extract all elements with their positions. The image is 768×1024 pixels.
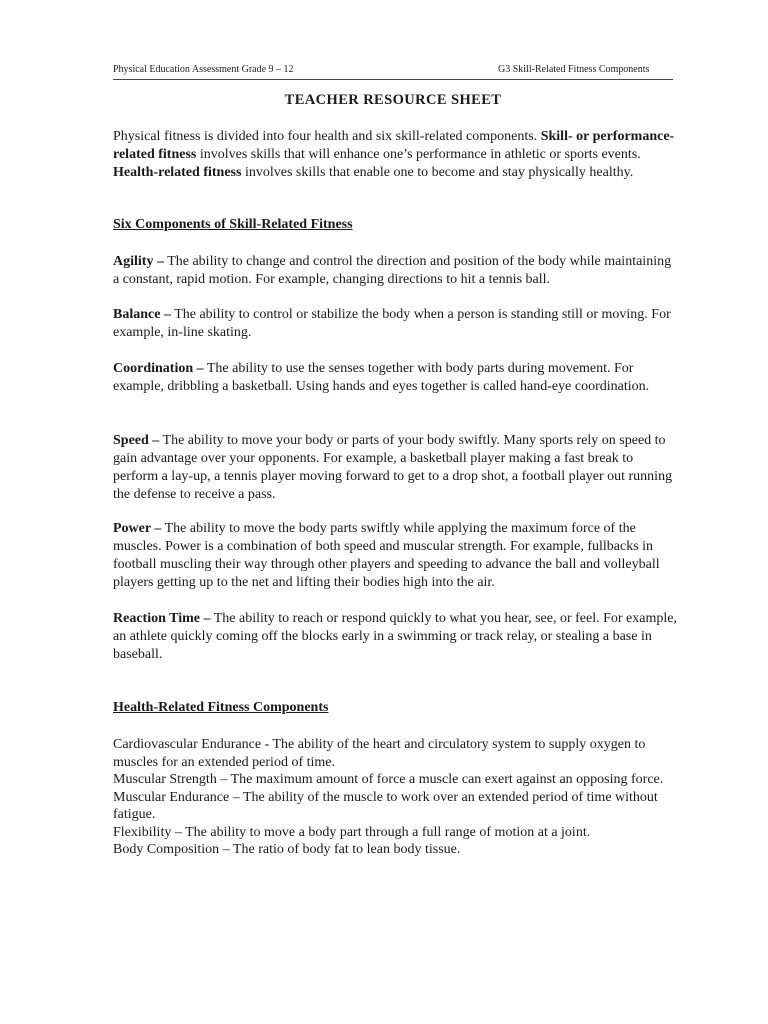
intro-text-2: involves skills that will enhance one’s performance in athletic or sports events. — [196, 147, 641, 162]
health-item-muscular-endurance: Muscular Endurance – The ability of the muscle to work over an extended period of time without fatigue. — [113, 789, 658, 822]
health-components-list — [113, 736, 683, 859]
skill-section-heading: Six Components of Skill-Related Fitness — [113, 217, 353, 232]
page-title: TEACHER RESOURCE SHEET — [284, 92, 502, 108]
skill-item-agility — [113, 253, 678, 289]
header-right-text: G3 Skill-Related Fitness Components — [498, 64, 650, 75]
skill-term: Agility – — [113, 254, 164, 269]
skill-definition: The ability to move your body or parts of your body swiftly. Many sports rely on speed to gain advantage over your opponents. For example, a basketball player making a fast break to perform a lay-up, a tennis player moving forward to get to a drop shot, a football player out running the defense to receive a pass. — [113, 433, 673, 502]
intro-text-1: Physical fitness is divided into four health and six skill-related components. — [113, 129, 541, 144]
skill-term: Coordination – — [113, 361, 204, 376]
health-item-body-composition: Body Composition – The ratio of body fat to lean body tissue. — [113, 842, 461, 857]
skill-term: Speed – — [113, 433, 160, 448]
header-left-text: Physical Education Assessment Grade 9 – 12 — [113, 64, 294, 75]
skill-definition: The ability to use the senses together with body parts during movement. For example, dribbling a basketball. Using hands and eyes together is called hand-eye coordination. — [113, 361, 650, 394]
intro-bold-health: Health-related fitness — [113, 165, 242, 180]
health-item-flexibility: Flexibility – The ability to move a body part through a full range of motion at a joint. — [113, 824, 591, 840]
intro-paragraph — [113, 128, 678, 182]
skill-item-coordination — [113, 360, 678, 396]
skill-definition: The ability to reach or respond quickly to what you hear, see, or feel. For example, an athlete quickly coming off the blocks early in a swimming or track relay, or stealing a base in baseball. — [113, 611, 677, 662]
skill-term: Power – — [113, 521, 162, 536]
intro-bold-skill: Skill- or performance-related fitness — [113, 129, 675, 162]
skill-item-speed — [113, 432, 678, 504]
skill-definition: The ability to control or stabilize the body when a person is standing still or moving. For example, in-line skating. — [113, 307, 671, 340]
skill-item-power — [113, 520, 678, 592]
skill-item-reaction-time — [113, 610, 678, 664]
health-item-cardiovascular-endurance: Cardiovascular Endurance - The ability of the heart and circulatory system to supply oxygen to muscles for an extended period of time. — [113, 737, 646, 770]
health-item-muscular-strength: Muscular Strength – The maximum amount of force a muscle can exert against an opposing force. — [113, 772, 664, 787]
skill-term: Balance – — [113, 307, 171, 322]
intro-text-3: involves skills that enable one to become and stay physically healthy. — [241, 165, 634, 180]
header-divider — [113, 79, 673, 80]
skill-term: Reaction Time – — [113, 611, 211, 626]
skill-definition: The ability to move the body parts swiftly while applying the maximum force of the muscles. Power is a combination of both speed and muscular strength. For example, fullbacks in football muscling their way through other players and speeding to advance the ball and volleyball players getting up to the net and lifting their bodies high into the air. — [113, 521, 660, 590]
skill-definition: The ability to change and control the direction and position of the body while maintaining a constant, rapid motion. For example, changing directions to hit a tennis ball. — [113, 254, 672, 287]
skill-item-balance — [113, 306, 678, 342]
health-section-heading: Health-Related Fitness Components — [113, 700, 329, 715]
